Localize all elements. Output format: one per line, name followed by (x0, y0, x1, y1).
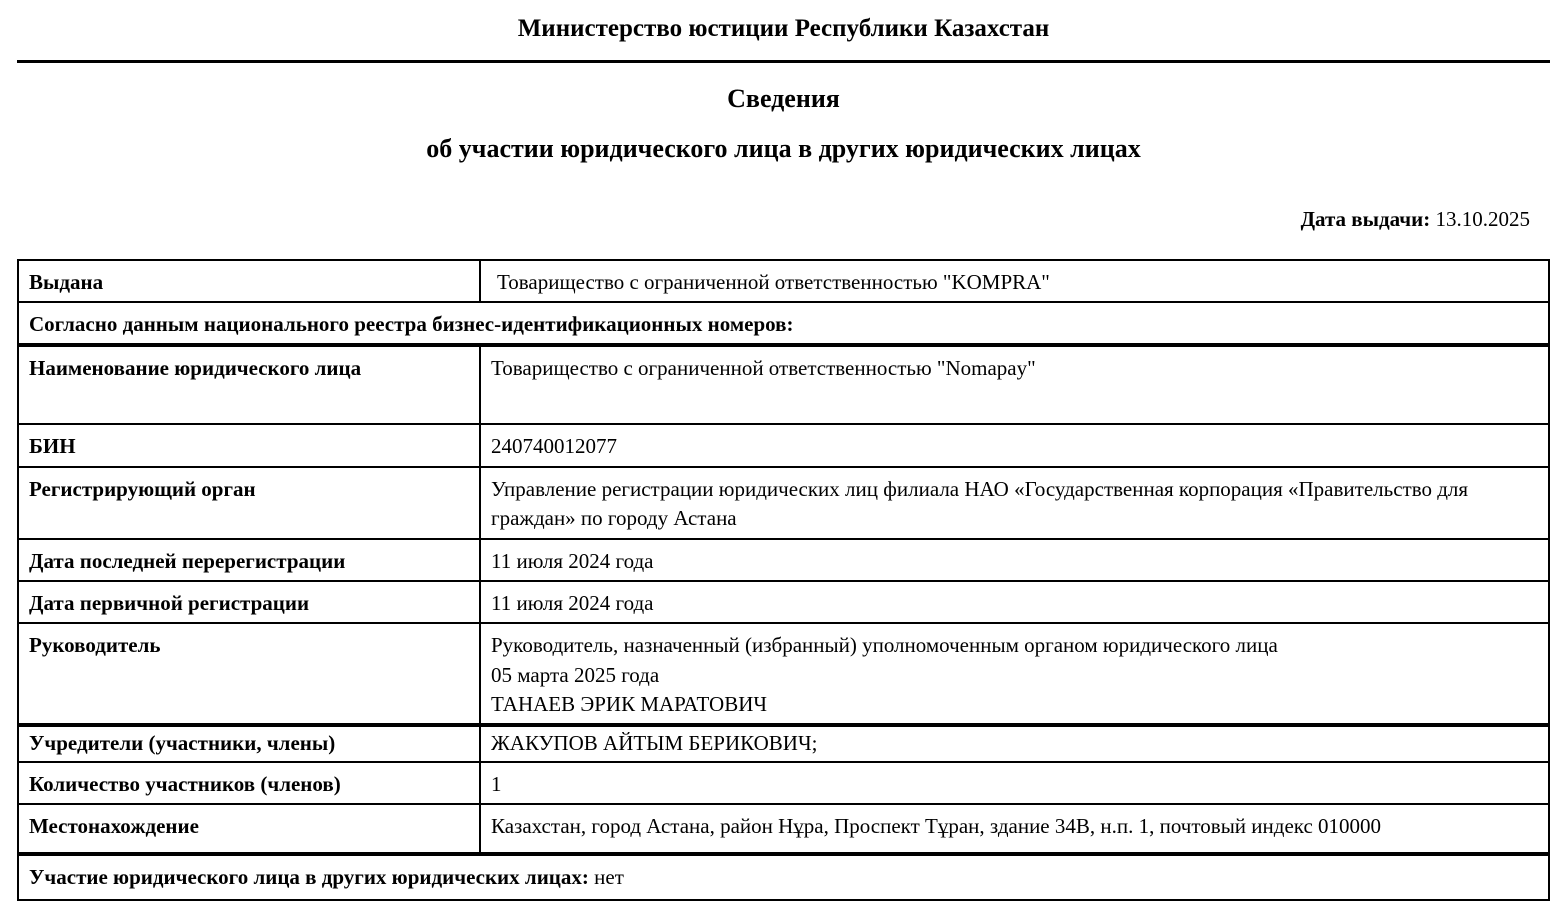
first-registration-label: Дата первичной регистрации (18, 581, 480, 623)
registry-note: Согласно данным национального реестра бизнес-идентификационных номеров: (18, 302, 1549, 345)
head-label: Руководитель (18, 623, 480, 725)
founders-label: Учредители (участники, члены) (18, 725, 480, 761)
registration-authority-label: Регистрирующий орган (18, 467, 480, 539)
participation-value: нет (594, 865, 624, 890)
issued-to-label: Выдана (18, 260, 480, 302)
bin-value: 240740012077 (480, 424, 1549, 466)
entity-info-table (17, 259, 1550, 901)
row-bin (18, 424, 1549, 466)
participants-count-value: 1 (480, 762, 1549, 804)
issue-date-value: 13.10.2025 (1435, 207, 1530, 232)
entity-name-label: Наименование юридического лица (18, 345, 480, 424)
registration-authority-value: Управление регистрации юридических лиц филиала НАО «Государственная корпорация «Правительство для граждан» по городу Астана (480, 467, 1549, 539)
row-issued-to (18, 260, 1549, 302)
row-last-reregistration (18, 539, 1549, 581)
participation-cell (18, 854, 1549, 900)
row-participants-count (18, 762, 1549, 804)
location-value: Казахстан, город Астана, район Нұра, Проспект Тұран, здание 34В, н.п. 1, почтовый индекс 010000 (480, 804, 1549, 854)
head-value-line1: Руководитель, назначенный (избранный) уполномоченным органом юридического лица (491, 633, 1278, 658)
entity-name-value: Товарищество с ограниченной ответственностью "Nomapay" (480, 345, 1549, 424)
row-participation (18, 854, 1549, 900)
first-registration-value: 11 июля 2024 года (480, 581, 1549, 623)
issue-date-label: Дата выдачи: (1300, 207, 1431, 232)
location-label: Местонахождение (18, 804, 480, 854)
doc-title: Сведения (727, 84, 840, 113)
issue-date (17, 207, 1550, 232)
row-registration-authority (18, 467, 1549, 539)
founders-value: ЖАКУПОВ АЙТЫМ БЕРИКОВИЧ; (480, 725, 1549, 761)
issued-to-value: Товарищество с ограниченной ответственностью "KOMPRA" (480, 260, 1549, 302)
row-registry-note (18, 302, 1549, 345)
head-value-line3: ТАНАЕВ ЭРИК МАРАТОВИЧ (491, 692, 768, 717)
participation-label: Участие юридического лица в других юридических лицах: (29, 865, 589, 890)
head-value (480, 623, 1549, 725)
last-reregistration-value: 11 июля 2024 года (480, 539, 1549, 581)
row-first-registration (18, 581, 1549, 623)
row-entity-name (18, 345, 1549, 424)
head-value-line2: 05 марта 2025 года (491, 662, 660, 687)
bin-label: БИН (18, 424, 480, 466)
participants-count-label: Количество участников (членов) (18, 762, 480, 804)
doc-subtitle: об участии юридического лица в других юридических лицах (426, 134, 1141, 164)
last-reregistration-label: Дата последней перерегистрации (18, 539, 480, 581)
row-head (18, 623, 1549, 725)
row-location (18, 804, 1549, 854)
ministry-name: Министерство юстиции Республики Казахстан (517, 15, 1050, 42)
header-divider-rule (17, 60, 1550, 63)
row-founders (18, 725, 1549, 761)
